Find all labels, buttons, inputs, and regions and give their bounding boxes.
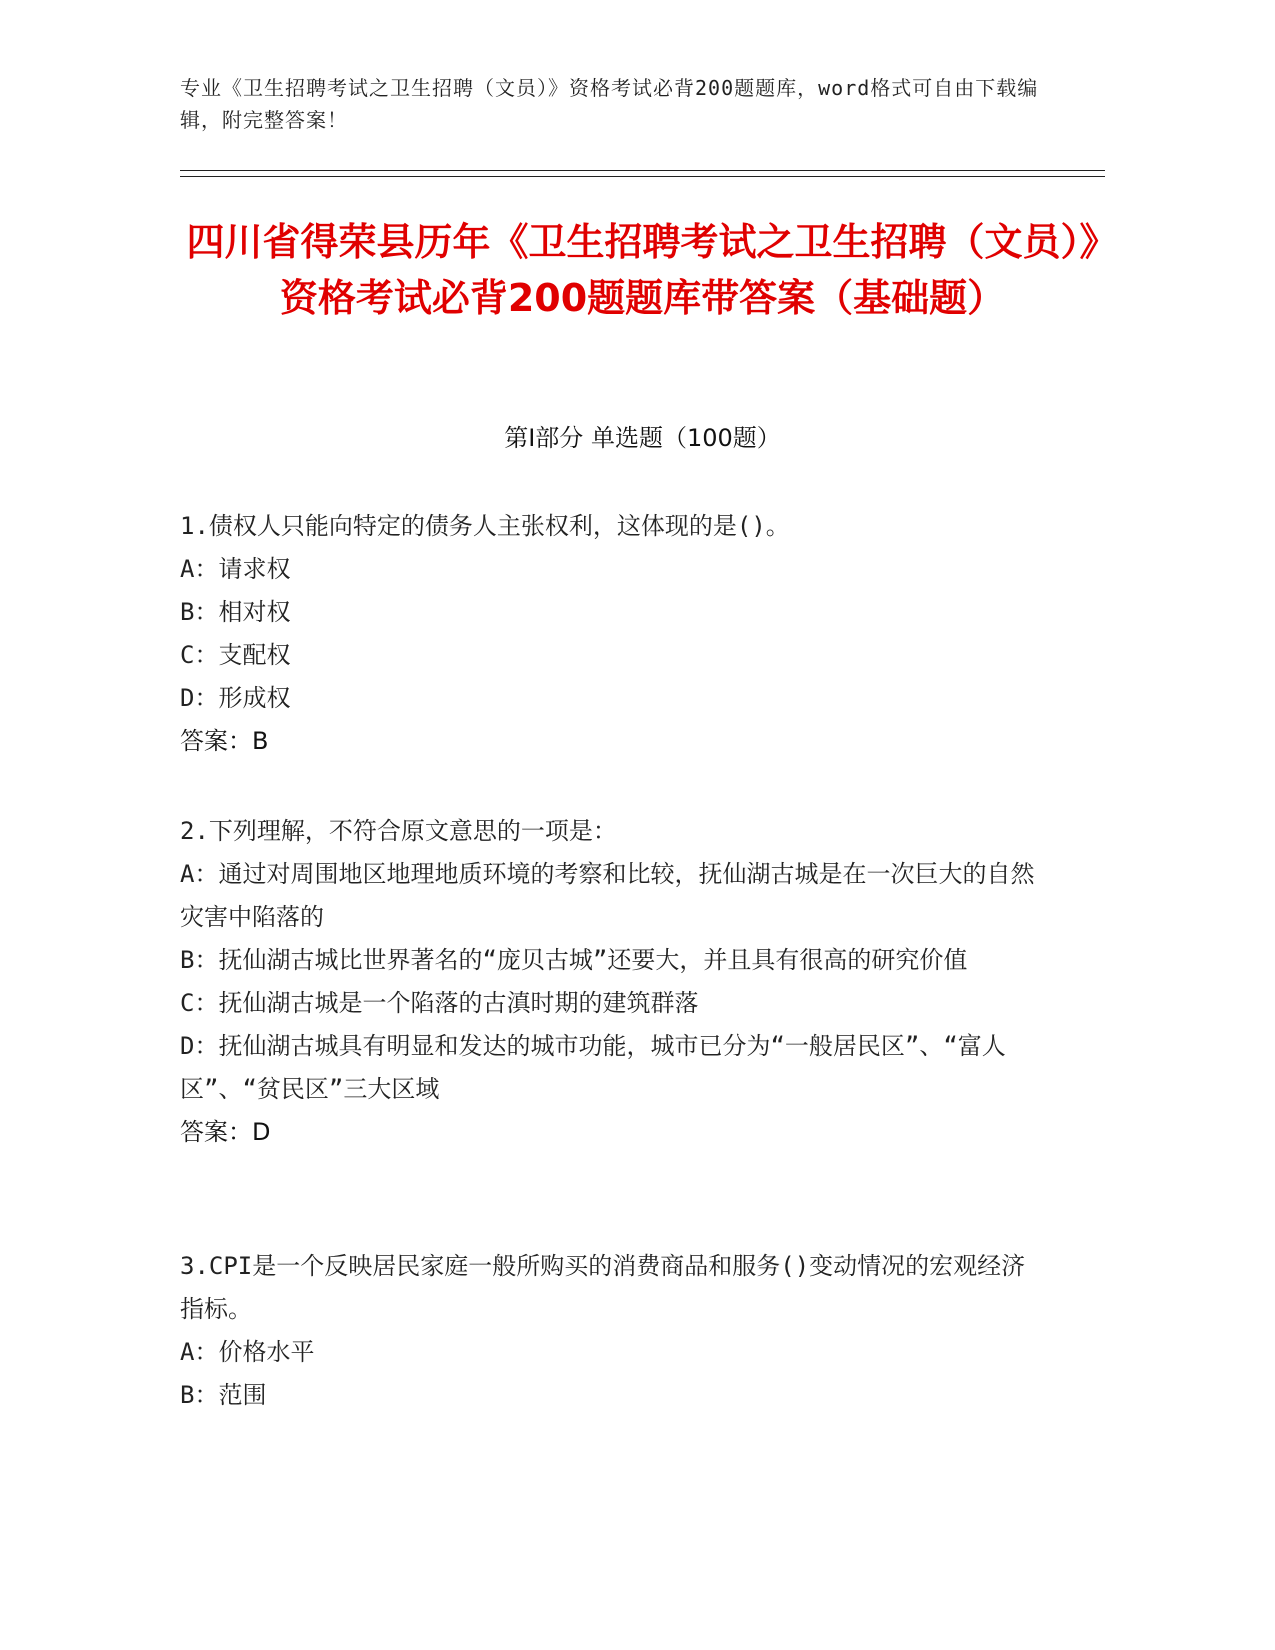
question-stem: 1.债权人只能向特定的债务人主张权利，这体现的是()。 — [180, 512, 790, 540]
option-b: B：范围 — [180, 1381, 267, 1409]
answer-line: 答案：B — [180, 727, 269, 755]
section-heading: 第I部分 单选题（100题） — [504, 424, 781, 452]
document-title: 四川省得荣县历年《卫生招聘考试之卫生招聘（文员）》资格考试必背200题题库带答案（基础题） — [186, 220, 1099, 320]
option-c: C：支配权 — [180, 641, 291, 669]
question-stem: 2.下列理解，不符合原文意思的一项是： — [180, 817, 617, 845]
option-a: A：通过对周围地区地理地质环境的考察和比较，抚仙湖古城是在一次巨大的自然灾害中陷落的 — [180, 860, 1035, 931]
header-divider-bottom — [180, 176, 1105, 177]
question-1 — [180, 505, 1040, 763]
question-3 — [180, 1245, 1040, 1417]
option-d: D：抚仙湖古城具有明显和发达的城市功能，城市已分为“一般居民区”、“富人区”、“贫民区”三大区域 — [180, 1032, 1006, 1103]
option-a: A：请求权 — [180, 555, 291, 583]
option-d: D：形成权 — [180, 684, 291, 712]
option-a: A：价格水平 — [180, 1338, 315, 1366]
option-b: B：相对权 — [180, 598, 291, 626]
header-note: 专业《卫生招聘考试之卫生招聘（文员）》资格考试必背200题题库，word格式可自由下载编辑，附完整答案！ — [180, 76, 1039, 132]
question-stem: 3.CPI是一个反映居民家庭一般所购买的消费商品和服务()变动情况的宏观经济指标。 — [180, 1252, 1026, 1323]
option-c: C：抚仙湖古城是一个陷落的古滇时期的建筑群落 — [180, 989, 699, 1017]
question-2 — [180, 810, 1040, 1154]
header-divider-top — [180, 170, 1105, 171]
answer-line: 答案：D — [180, 1118, 271, 1146]
option-b: B：抚仙湖古城比世界著名的“庞贝古城”还要大，并且具有很高的研究价值 — [180, 946, 968, 974]
